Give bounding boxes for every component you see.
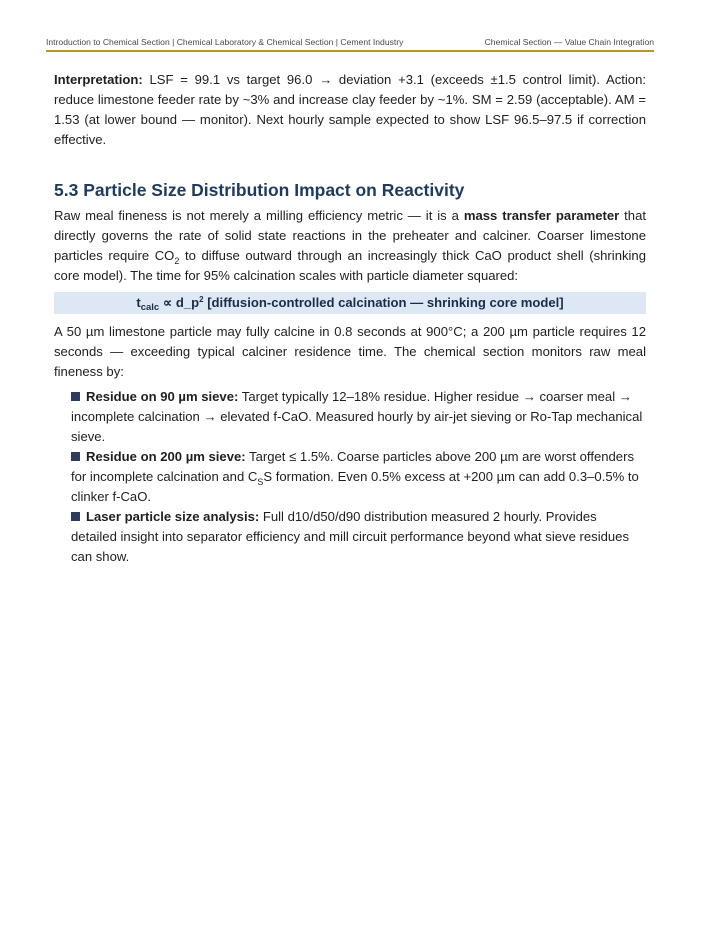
intro-text-1: Raw meal fineness is not merely a milling efficiency metric — it is a — [54, 208, 464, 223]
formula-mid: ∝ d_p — [159, 295, 200, 310]
interpretation-paragraph — [54, 70, 646, 150]
formula-tail: [diffusion-controlled calcination — shrinking core model] — [203, 295, 564, 310]
bullet-label: Laser particle size analysis: — [86, 509, 260, 524]
list-item — [71, 507, 646, 567]
co2-subscript: 2 — [174, 256, 180, 266]
section-title: 5.3 Particle Size Distribution Impact on Reactivity — [54, 180, 465, 200]
page-header — [46, 37, 654, 52]
page-content — [54, 70, 646, 567]
calcination-paragraph: A 50 µm limestone particle may fully calcine in 0.8 seconds at 900°C; a 200 µm particle requires 12 seconds — exceeding typical calciner residence time. The chemical section monitors raw meal fineness by: — [54, 324, 646, 379]
bullet-text: Full d10/d50/d90 distribution measured 2 hourly. Provides detailed insight into separator efficiency and mill circuit performance beyond what sieve residues can show. — [71, 509, 629, 564]
header-right: Chemical Section — Value Chain Integration — [484, 37, 654, 47]
list-item — [71, 387, 646, 447]
intro-text-2: that directly governs the rate of solid state reactions in the preheater and calciner. Coarser limestone particles require CO — [54, 208, 647, 263]
interpretation-text: LSF = 99.1 vs target 96.0 → deviation +3.1 (exceeds ±1.5 control limit). Action: reduce limestone feeder rate by ~3% and increase clay feeder by ~1%. SM = 2.59 (acceptable). AM = 1.53 (at lower bound — monitor). Next hourly sample expected to show LSF 96.5–97.5 if correction effective. — [54, 72, 646, 147]
fineness-methods-list — [54, 387, 646, 567]
formula-superscript: 2 — [199, 295, 204, 304]
interpretation-label: Interpretation: — [54, 72, 143, 87]
formula-subscript: calc — [140, 302, 160, 313]
bullet-text-tail: S formation. Even 0.5% excess at +200 µm can add 0.3–0.5% to clinker f-CaO. — [71, 469, 639, 504]
intro-text-3: to diffuse outward through an increasingly thick CaO product shell (shrinking core model). The time for 95% calcination scales with particle diameter squared: — [54, 248, 646, 283]
bullet-text: Target ≤ 1.5%. Coarse particles above 200 µm are worst offenders for incomplete calcination and C — [71, 449, 634, 484]
intro-paragraph — [54, 206, 646, 286]
list-item — [71, 447, 646, 507]
header-left: Introduction to Chemical Section | Chemical Laboratory & Chemical Section | Cement Industry — [46, 37, 404, 47]
formula-box — [54, 292, 646, 314]
intro-bold: mass transfer parameter — [463, 208, 620, 223]
square-bullet-icon — [71, 392, 80, 401]
bullet-label: Residue on 200 µm sieve: — [86, 449, 246, 464]
bullet-label: Residue on 90 µm sieve: — [86, 389, 239, 404]
bullet-text: Target typically 12–18% residue. Higher residue → coarser meal → incomplete calcination → elevated f-CaO. Measured hourly by air-jet sieving or Ro-Tap mechanical sieve. — [71, 389, 643, 444]
square-bullet-icon — [71, 452, 80, 461]
c3s-subscript: S — [257, 477, 264, 487]
formula-t: t — [136, 295, 141, 310]
square-bullet-icon — [71, 512, 80, 521]
